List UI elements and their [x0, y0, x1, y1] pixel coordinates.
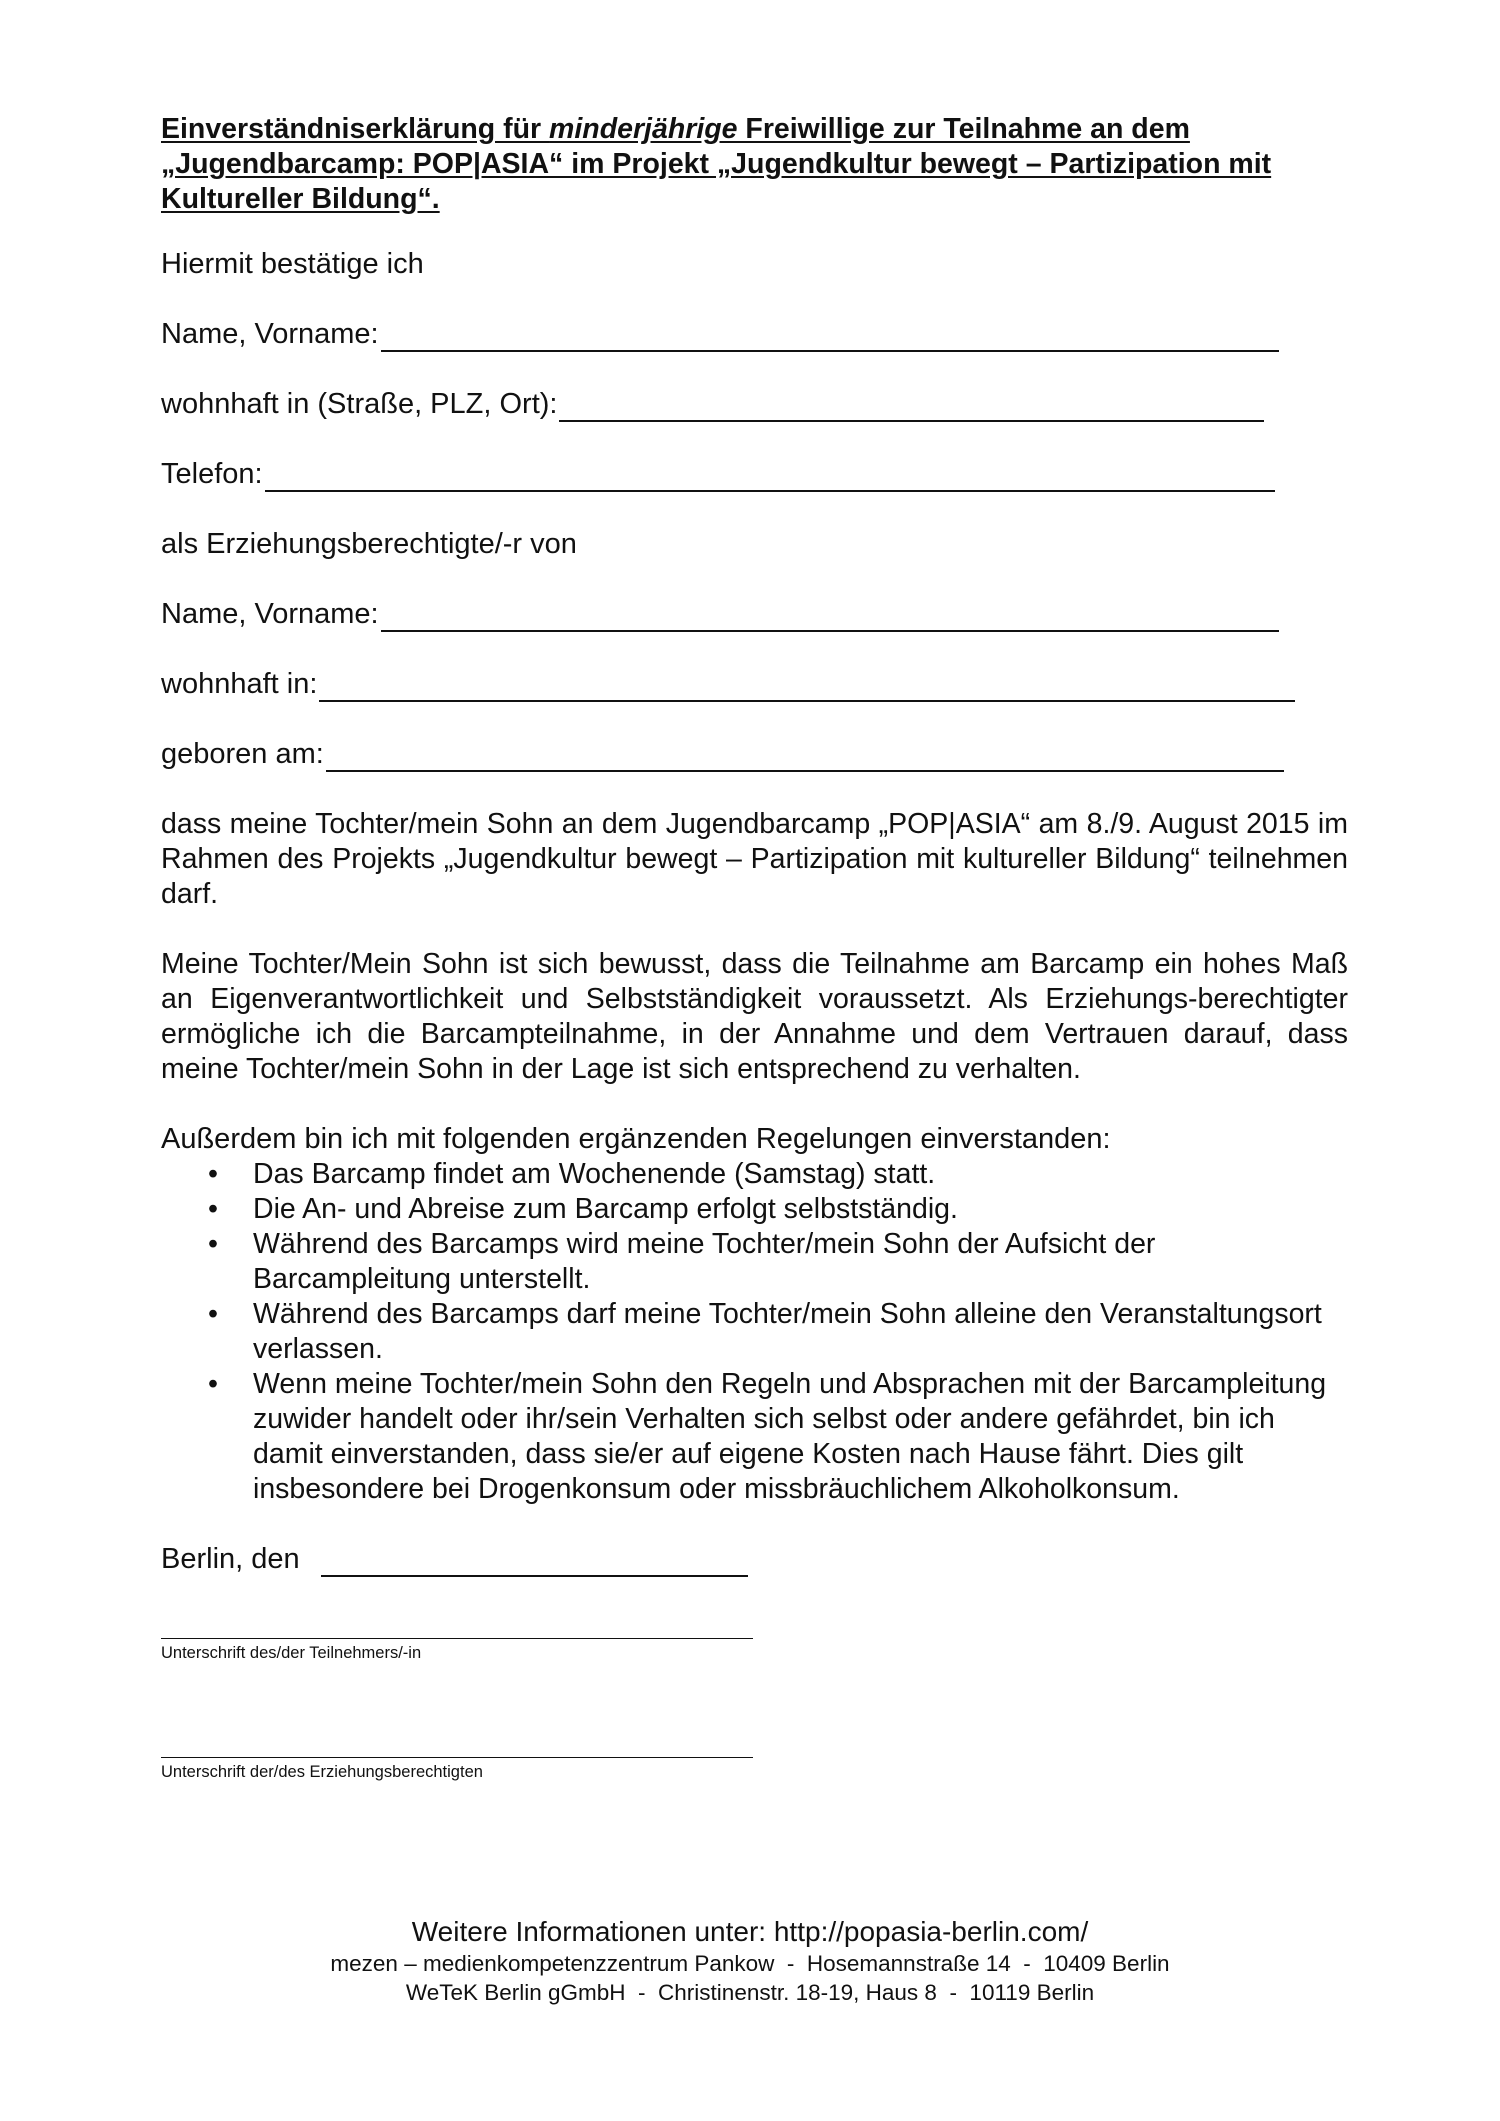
child-address-blank[interactable]: [319, 672, 1295, 702]
rule-item: • Während des Barcamps wird meine Tochter/mein Sohn der Aufsicht der Barcampleitung unterstellt.: [161, 1227, 1348, 1297]
participant-signature: [161, 1637, 1348, 1664]
title-line-3: Kultureller Bildung“.: [161, 183, 440, 215]
bullet-icon: •: [208, 1298, 218, 1330]
field-label: wohnhaft in (Straße, PLZ, Ort):: [161, 388, 558, 420]
consent-form: [161, 112, 1348, 1783]
field-label: Name, Vorname:: [161, 318, 379, 350]
date-label: Berlin, den: [161, 1543, 300, 1575]
rule-item: • Während des Barcamps darf meine Tochter/mein Sohn alleine den Veranstaltungsort verlassen.: [161, 1297, 1348, 1367]
date-blank[interactable]: [321, 1547, 748, 1577]
bullet-icon: •: [208, 1158, 218, 1190]
guardian-phone-blank[interactable]: [265, 462, 1275, 492]
participant-signature-caption: Unterschrift des/der Teilnehmers/-in: [161, 1644, 422, 1662]
guardian-phone-field: [161, 457, 1348, 492]
field-label: Telefon:: [161, 458, 263, 490]
participant-signature-line[interactable]: [161, 1637, 753, 1639]
field-label: wohnhaft in:: [161, 668, 318, 700]
guardian-signature: [161, 1756, 1348, 1783]
guardian-signature-caption: Unterschrift der/des Erziehungsberechtigten: [161, 1763, 483, 1781]
title-italic-word: minderjährige: [549, 113, 738, 145]
bullet-icon: •: [208, 1228, 218, 1260]
awareness-paragraph: Meine Tochter/Mein Sohn ist sich bewusst, dass die Teilnahme am Barcamp ein hohes Maß an Eigenverantwortlichkeit und Selbstständigkeit voraussetzt. Als Erziehungs-berechtigter ermögliche ich die Barcampteilnahme, in der Annahme und dem Vertrauen darauf, dass meine Tochter/mein Sohn in der Lage ist sich entsprechend zu verhalten.: [161, 948, 1348, 1085]
footer-address-wetek: WeTeK Berlin gGmbH - Christinenstr. 18-19, Haus 8 - 10119 Berlin: [405, 1980, 1095, 2005]
guardian-name-field: [161, 317, 1348, 352]
field-label: Name, Vorname:: [161, 598, 379, 630]
guardian-name-blank[interactable]: [381, 322, 1279, 352]
bullet-icon: •: [208, 1368, 218, 1400]
consent-paragraph: dass meine Tochter/mein Sohn an dem Jugendbarcamp „POP|ASIA“ am 8./9. August 2015 im Rahmen des Projekts „Jugendkultur bewegt – Partizipation mit kultureller Bildung“ teilnehmen darf.: [161, 808, 1348, 910]
guardian-address-field: [161, 387, 1348, 422]
child-birthdate-field: [161, 737, 1348, 772]
child-address-field: [161, 667, 1348, 702]
footer-address-mezen: mezen – medienkompetenzzentrum Pankow - Hosemannstraße 14 - 10409 Berlin: [330, 1951, 1170, 1976]
intro-text: Hiermit bestätige ich: [161, 248, 424, 280]
rules-intro: Außerdem bin ich mit folgenden ergänzenden Regelungen einverstanden:: [161, 1123, 1111, 1155]
field-label: geboren am:: [161, 738, 324, 770]
title-line-2: „Jugendbarcamp: POP|ASIA“ im Projekt „Jugendkultur bewegt – Partizipation mit: [161, 148, 1272, 180]
child-name-field: [161, 597, 1348, 632]
consent-paragraphs: [161, 807, 1348, 1087]
footer-info: Weitere Informationen unter: http://popasia-berlin.com/: [411, 1916, 1089, 1947]
date-field: [161, 1542, 1348, 1577]
rules-list: [161, 1157, 1348, 1507]
bullet-icon: •: [208, 1193, 218, 1225]
rule-item: • Wenn meine Tochter/mein Sohn den Regeln und Absprachen mit der Barcampleitung zuwider handelt oder ihr/sein Verhalten sich selbst oder andere gefährdet, bin ich damit einverstanden, dass sie/er auf eigene Kosten nach Hause fährt. Dies gilt insbesondere bei Drogenkonsum oder missbräuchlichem Alkoholkonsum.: [161, 1367, 1348, 1507]
as-guardian-text: als Erziehungsberechtigte/-r von: [161, 528, 577, 560]
rule-item: • Das Barcamp findet am Wochenende (Samstag) statt.: [161, 1157, 1348, 1192]
guardian-signature-line[interactable]: [161, 1756, 753, 1758]
child-name-blank[interactable]: [381, 602, 1279, 632]
guardian-address-blank[interactable]: [559, 392, 1264, 422]
child-birthdate-blank[interactable]: [326, 742, 1284, 772]
rule-item: • Die An- und Abreise zum Barcamp erfolgt selbstständig.: [161, 1192, 1348, 1227]
title-line-1: Einverständniserklärung für minderjährige Freiwillige zur Teilnahme an dem: [161, 113, 1190, 145]
footer: [0, 1915, 1500, 2007]
document-title: [161, 112, 1348, 217]
